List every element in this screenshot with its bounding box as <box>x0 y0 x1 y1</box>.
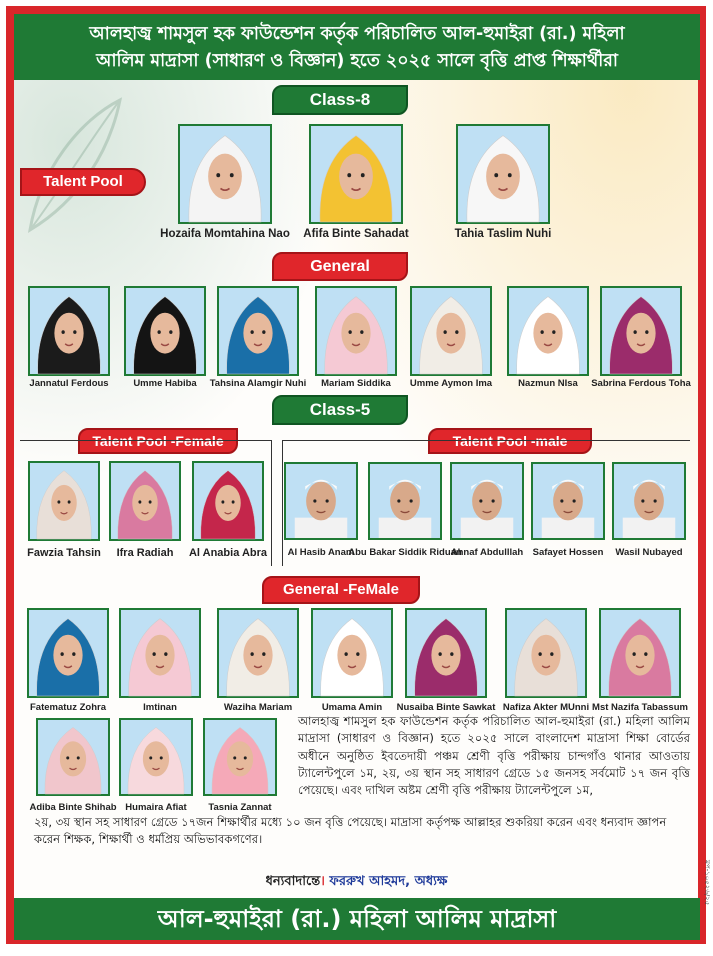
header-line-1: আলহাজ্ব শামসুল হক ফাউন্ডেশন কর্তৃক পরিচালিত আল-হুমাইরা (রা.) মহিলা <box>89 24 625 44</box>
student-photo-safayet-hossen <box>531 462 605 540</box>
student-photo-ifra-radiah <box>109 461 181 541</box>
principal-name: ফররুখ আহমদ, অধ্যক্ষ <box>329 874 448 889</box>
student-photo-humaira-afiat <box>119 718 193 796</box>
student-photo-tasnia-zannat <box>203 718 277 796</box>
talent-pool-label: Talent Pool <box>20 168 146 196</box>
student-name-afifa-binte-sahadat: Afifa Binte Sahadat <box>303 228 409 240</box>
header-line-2: আলিম মাদ্রাসা (সাধারণ ও বিজ্ঞান) হতে ২০২৫ সালে বৃত্তি প্রাপ্ত শিক্ষার্থীরা <box>96 51 618 71</box>
student-name-mst-nazifa-tabassum: Mst Nazifa Tabassum <box>592 702 688 713</box>
student-photo-mariam-siddika <box>315 286 397 376</box>
student-photo-umme-habiba <box>124 286 206 376</box>
announcement-paragraph: আলহাজ্ব শামসুল হক ফাউন্ডেশন কর্তৃক পরিচালিত আল-হুমাইরা (রা.) মহিলা আলিম মাদ্রাসা (সাধারণ ও বিজ্ঞান) হতে ২০২৫ সালে বাংলাদেশ মাদ্রাসা শিক্ষা বোর্ডের অধীনে অনুষ্ঠিত ইবতেদায়ী পঞ্চম শ্রেণী বৃত্তি পরীক্ষায় চান্দগাঁও থানার আওতায় ট্যালেন্টপুলে ১ম, ২য়, ৩য় স্থান সহ সাধারণ গ্রেডে ১৫ জনসহ সর্বমোট ১৭ জন বৃত্তি পেয়েছে। এবং দাখিল অষ্টম শ্রেণী বৃত্তি পরীক্ষায় ট্যালেন্টপুলে ১ম, <box>298 714 690 798</box>
student-photo-fatematuz-zohra <box>27 608 109 698</box>
student-name-jannatul-ferdous: Jannatul Ferdous <box>29 378 109 389</box>
student-photo-al-anabia-abra <box>192 461 264 541</box>
student-name-waziha-mariam: Waziha Mariam <box>223 702 293 713</box>
student-photo-nafiza-akter-munni <box>505 608 587 698</box>
student-name-umme-habiba: Umme Habiba <box>133 378 197 389</box>
student-name-al-hasib-anam: Al Hasib Anam <box>287 547 355 558</box>
student-name-sabrina-ferdous-toha: Sabrina Ferdous Toha <box>591 378 691 389</box>
student-photo-jannatul-ferdous <box>28 286 110 376</box>
student-name-wasil-nubayed: Wasil Nubayed <box>615 547 683 558</box>
decorative-leaf-icon <box>20 90 130 240</box>
thanks-separator: । <box>320 874 325 889</box>
student-name-humaira-afiat: Humaira Afiat <box>125 802 187 813</box>
student-name-imtinan: Imtinan <box>143 702 177 713</box>
student-name-safayet-hossen: Safayet Hossen <box>532 547 604 558</box>
signature-line <box>0 872 713 893</box>
student-photo-nusaiba-binte-sawkat <box>405 608 487 698</box>
student-name-umme-aymon-ima: Umme Aymon Ima <box>409 378 493 389</box>
general-label: General <box>272 252 408 281</box>
poster-header <box>14 14 700 80</box>
student-name-abu-bakar-siddik-riduan: Abu Bakar Siddik Riduan <box>348 547 462 558</box>
student-photo-sabrina-ferdous-toha <box>600 286 682 376</box>
female-bracket <box>20 440 272 441</box>
student-name-fatematuz-zohra: Fatematuz Zohra <box>29 702 107 713</box>
announcement-paragraph-continued: ২য়, ৩য় স্থান সহ সাধারণ গ্রেডে ১৭জন শিক্ষার্থীর মধ্যে ১০ জন বৃত্তি পেয়েছে। মাদ্রাসা কর্তৃপক্ষ আল্লাহর শুকরিয়া করেন এবং ধন্যবাদ জ্ঞাপন করেন শিক্ষক, শিক্ষার্থী ও ধর্মপ্রিয় অভিভাবকগণের। <box>34 815 667 847</box>
student-name-mariam-siddika: Mariam Siddika <box>321 378 391 389</box>
student-photo-tahia-taslim-nuhi <box>456 124 550 224</box>
student-photo-al-hasib-anam <box>284 462 358 540</box>
student-name-ifra-radiah: Ifra Radiah <box>116 547 174 559</box>
student-photo-mst-nazifa-tabassum <box>599 608 681 698</box>
student-name-nazmun-nisa: Nazmun NIsa <box>518 378 578 389</box>
student-name-tahia-taslim-nuhi: Tahia Taslim Nuhi <box>454 228 552 240</box>
student-name-ahnaf-abdulllah: Ahnaf Abdulllah <box>450 547 524 558</box>
student-name-al-anabia-abra: Al Anabia Abra <box>188 547 268 559</box>
student-photo-ahnaf-abdulllah <box>450 462 524 540</box>
female-bracket-side <box>271 440 272 566</box>
student-name-tahsina-alamgir-nuhi: Tahsina Alamgir Nuhi <box>209 378 307 389</box>
male-bracket-side <box>282 440 283 566</box>
class-8-heading: Class-8 <box>272 85 408 115</box>
student-photo-wasil-nubayed <box>612 462 686 540</box>
student-photo-nazmun-nisa <box>507 286 589 376</box>
thanks-prefix: ধন্যবাদান্তে <box>265 874 321 889</box>
student-photo-adiba-binte-shihab <box>36 718 110 796</box>
student-photo-hozaifa-momtahina-nao <box>178 124 272 224</box>
student-photo-tahsina-alamgir-nuhi <box>217 286 299 376</box>
student-photo-afifa-binte-sahadat <box>309 124 403 224</box>
side-code: মপ-১০৫২৬/২৫ <box>703 860 711 906</box>
student-photo-abu-bakar-siddik-riduan <box>368 462 442 540</box>
talent-pool-male-label: Talent Pool -male <box>428 428 592 454</box>
student-photo-imtinan <box>119 608 201 698</box>
student-photo-fawzia-tahsin <box>28 461 100 541</box>
student-name-umama-amin: Umama Amin <box>321 702 383 713</box>
male-bracket <box>282 440 690 441</box>
footer-banner: আল-হুমাইরা (রা.) মহিলা আলিম মাদ্রাসা <box>14 898 700 940</box>
class-5-heading: Class-5 <box>272 395 408 425</box>
student-name-nafiza-akter-munni: Nafiza Akter MUnni <box>502 702 590 713</box>
student-name-tasnia-zannat: Tasnia Zannat <box>208 802 272 813</box>
student-name-adiba-binte-shihab: Adiba Binte Shihab <box>29 802 117 813</box>
student-photo-umme-aymon-ima <box>410 286 492 376</box>
student-name-fawzia-tahsin: Fawzia Tahsin <box>27 547 101 559</box>
student-photo-umama-amin <box>311 608 393 698</box>
student-photo-waziha-mariam <box>217 608 299 698</box>
talent-pool-female-label: Talent Pool -Female <box>78 428 238 454</box>
student-name-hozaifa-momtahina-nao: Hozaifa Momtahina Nao <box>160 228 290 240</box>
student-name-nusaiba-binte-sawkat: Nusaiba Binte Sawkat <box>396 702 496 713</box>
general-female-label: General -FeMale <box>262 576 420 604</box>
